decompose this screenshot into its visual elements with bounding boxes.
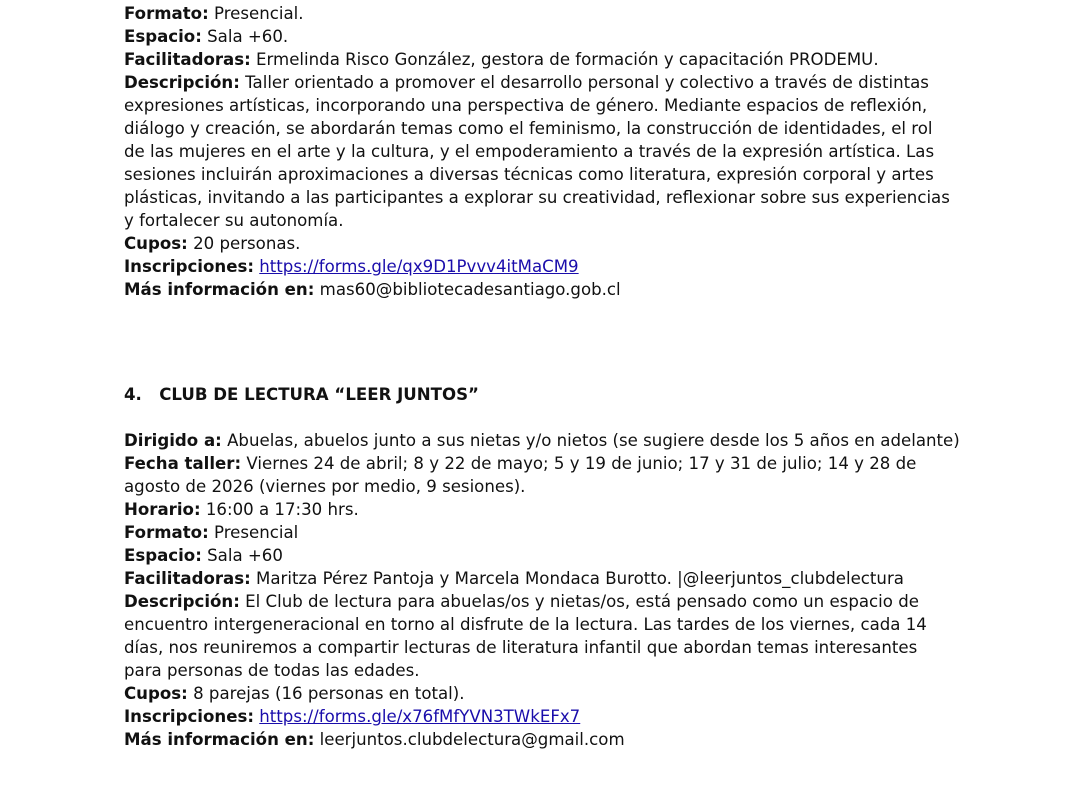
espacio-value: Sala +60. xyxy=(207,27,289,46)
fecha-value: Viernes 24 de abril; 8 y 22 de mayo; 5 y 19 de junio; 17 y 31 de julio; 14 y 28 de agosto de 2026 (viernes por medio, 9 sesiones). xyxy=(124,454,917,496)
event-4-details xyxy=(124,429,960,751)
espacio-value: Sala +60 xyxy=(207,546,283,565)
descripcion-label: Descripción: xyxy=(124,73,240,92)
formato-row xyxy=(124,2,954,25)
facilitadoras-row xyxy=(124,48,954,71)
dirigido-value: Abuelas, abuelos junto a sus nietas y/o nietos (se sugiere desde los 5 años en adelante) xyxy=(227,431,960,450)
mas-info-label: Más información en: xyxy=(124,730,315,749)
mas-info-value: mas60@bibliotecadesantiago.gob.cl xyxy=(319,280,621,299)
horario-value: 16:00 a 17:30 hrs. xyxy=(205,500,359,519)
facilitadoras-label: Facilitadoras: xyxy=(124,50,251,69)
descripcion-value: Taller orientado a promover el desarrollo personal y colectivo a través de distintas expresiones artísticas, incorporando una perspectiva de género. Mediante espacios de reflexión, diálogo y creación, se abordarán temas como el feminismo, la construcción de identidades, el rol de las mujeres en el arte y la cultura, y el empoderamiento a través de la expresión artística. Las sesiones incluirán aproximaciones a diversas técnicas como literatura, expresión corporal y artes plásticas, invitando a las participantes a explorar su creatividad, reflexionar sobre sus experiencias y fortalecer su autonomía. xyxy=(124,73,950,230)
section-number: 4. xyxy=(124,385,142,404)
cupos-row xyxy=(124,682,954,705)
cupos-label: Cupos: xyxy=(124,684,188,703)
section-4-heading xyxy=(124,383,479,406)
inscripciones-link[interactable]: https://forms.gle/qx9D1Pvvv4itMaCM9 xyxy=(259,257,579,276)
dirigido-label: Dirigido a: xyxy=(124,431,222,450)
event-3-details xyxy=(124,2,954,301)
formato-value: Presencial xyxy=(213,523,299,542)
espacio-label: Espacio: xyxy=(124,546,202,565)
cupos-row xyxy=(124,232,954,255)
inscripciones-link[interactable]: https://forms.gle/x76fMfYVN3TWkEFx7 xyxy=(259,707,581,726)
formato-value: Presencial. xyxy=(213,4,304,23)
horario-label: Horario: xyxy=(124,500,201,519)
cupos-value: 20 personas. xyxy=(193,234,301,253)
cupos-value: 8 parejas (16 personas en total). xyxy=(193,684,465,703)
descripcion-value: El Club de lectura para abuelas/os y nietas/os, está pensado como un espacio de encuentro intergeneracional en torno al disfrute de la lectura. Las tardes de los viernes, cada 14 días, nos reuniremos a compartir lecturas de literatura infantil que abordan temas interesantes para personas de todas las edades. xyxy=(124,592,927,680)
mas-info-row xyxy=(124,278,954,301)
facilitadoras-value: Ermelinda Risco González, gestora de formación y capacitación PRODEMU. xyxy=(256,50,879,69)
inscripciones-row xyxy=(124,705,954,728)
section-title: CLUB DE LECTURA “LEER JUNTOS” xyxy=(159,385,479,404)
formato-row xyxy=(124,521,954,544)
formato-label: Formato: xyxy=(124,4,209,23)
facilitadoras-label: Facilitadoras: xyxy=(124,569,251,588)
formato-label: Formato: xyxy=(124,523,209,542)
descripcion-row xyxy=(124,71,954,232)
inscripciones-label: Inscripciones: xyxy=(124,257,254,276)
mas-info-value: leerjuntos.clubdelectura@gmail.com xyxy=(319,730,625,749)
facilitadoras-value: Maritza Pérez Pantoja y Marcela Mondaca Burotto. |@leerjuntos_clubdelectura xyxy=(256,569,904,588)
espacio-label: Espacio: xyxy=(124,27,202,46)
mas-info-label: Más información en: xyxy=(124,280,315,299)
inscripciones-row xyxy=(124,255,954,278)
dirigido-row xyxy=(124,429,960,452)
espacio-row xyxy=(124,544,954,567)
espacio-row xyxy=(124,25,954,48)
descripcion-row xyxy=(124,590,954,682)
descripcion-label: Descripción: xyxy=(124,592,240,611)
fecha-label: Fecha taller: xyxy=(124,454,242,473)
facilitadoras-row xyxy=(124,567,954,590)
inscripciones-label: Inscripciones: xyxy=(124,707,254,726)
fecha-row xyxy=(124,452,954,498)
horario-row xyxy=(124,498,954,521)
cupos-label: Cupos: xyxy=(124,234,188,253)
mas-info-row xyxy=(124,728,954,751)
